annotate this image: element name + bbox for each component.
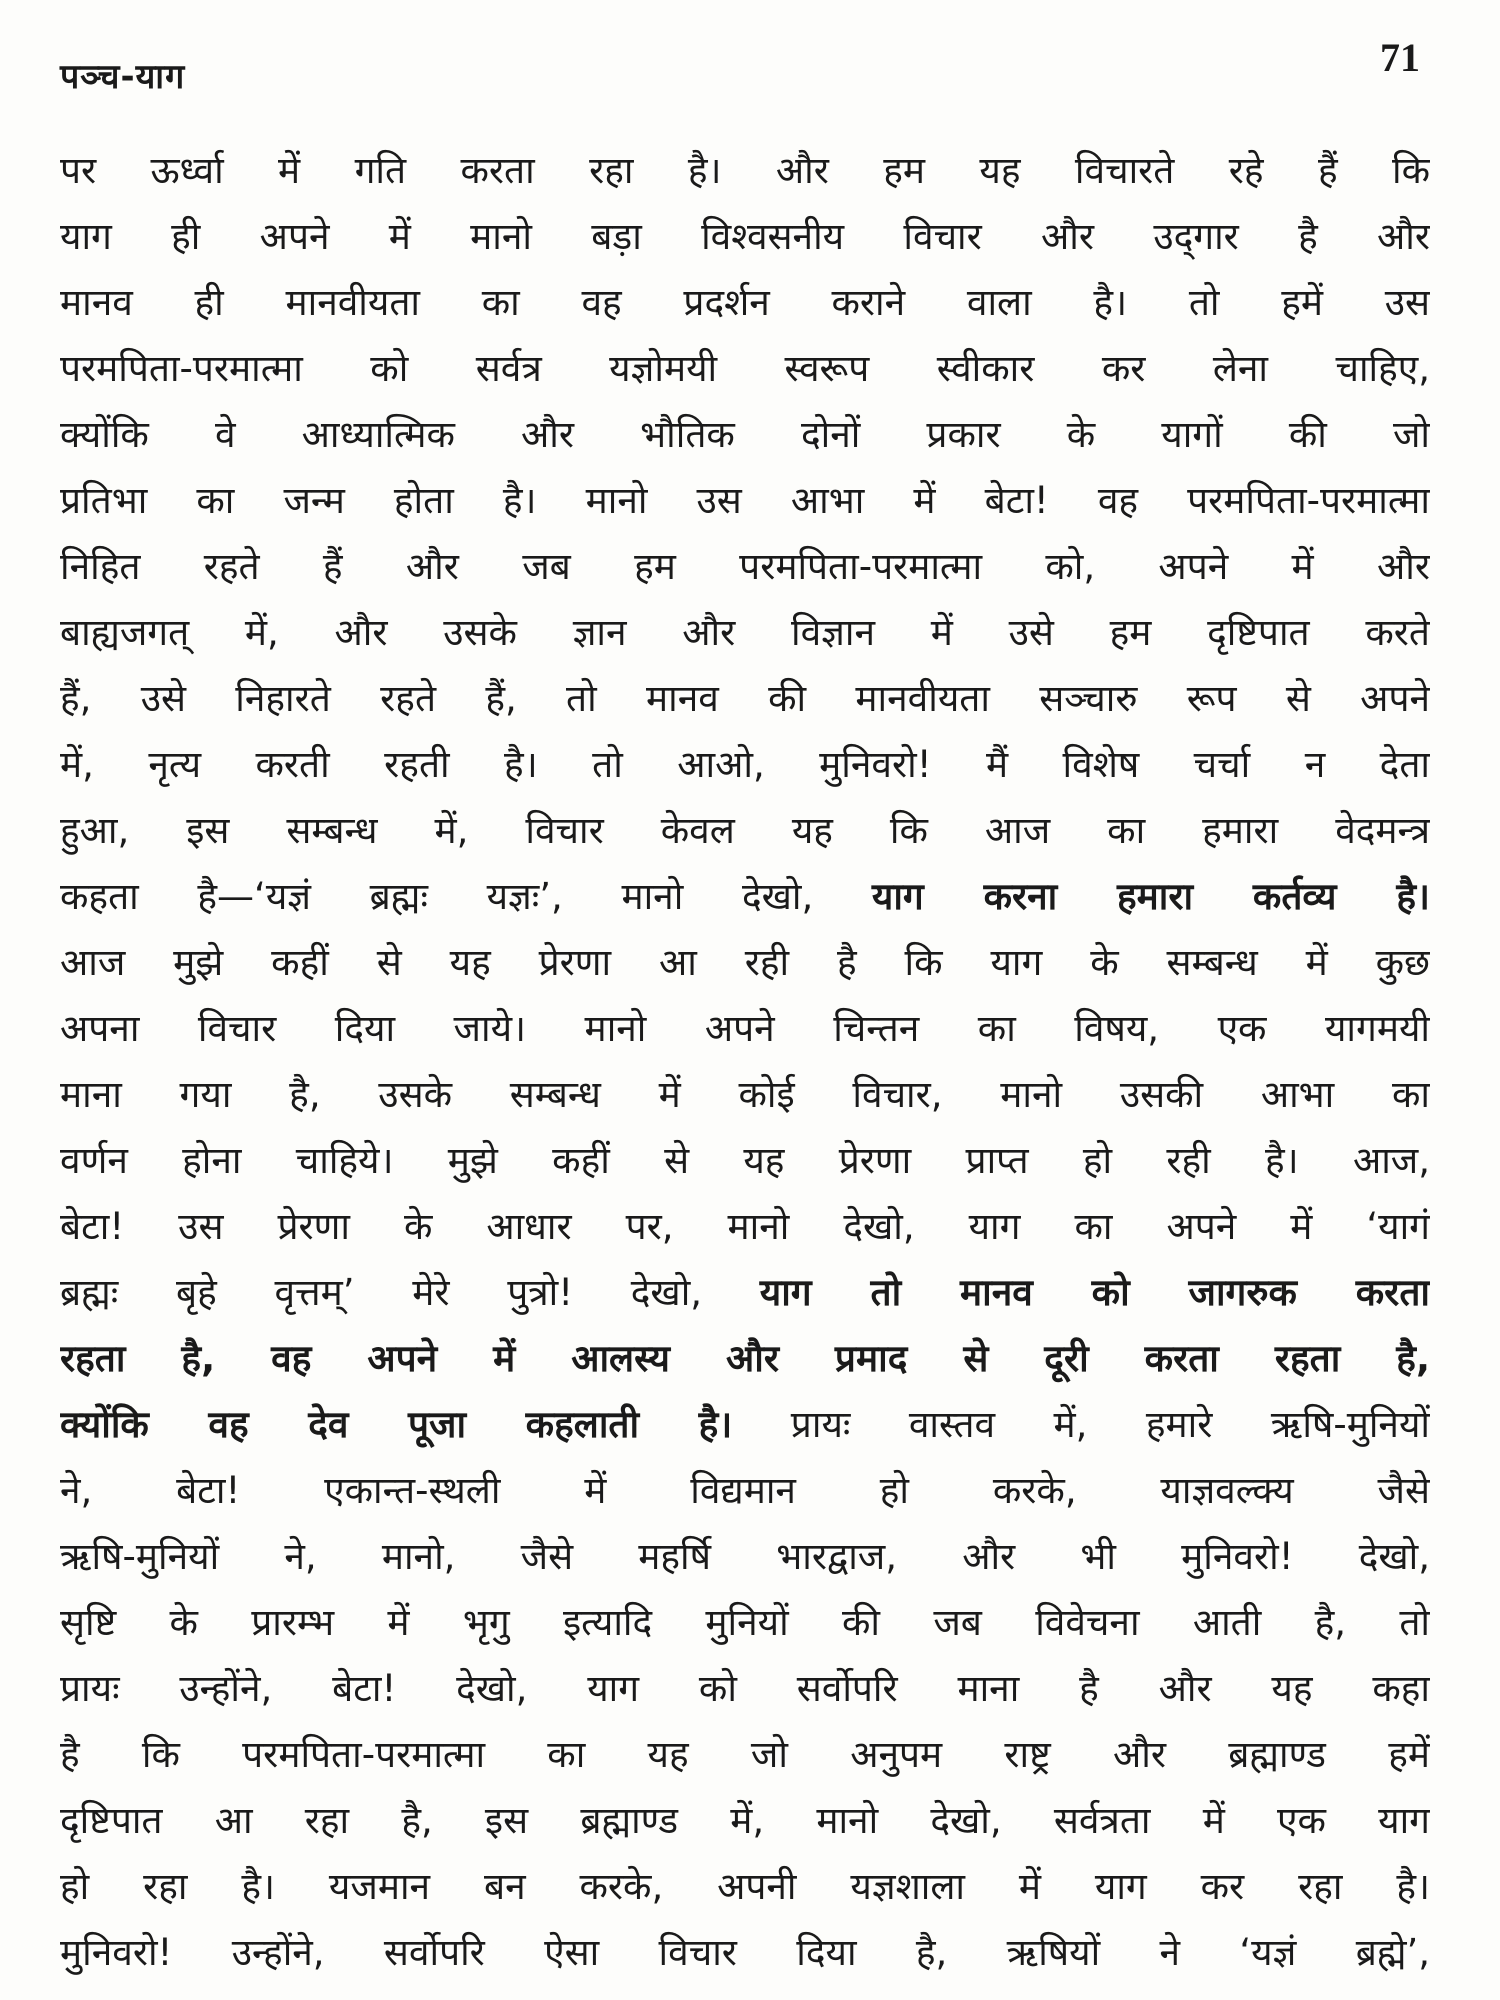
- text-run: बेटा! उस प्रेरणा के आधार पर, मानो देखो, याग का अपने में ‘यागं: [60, 1205, 1430, 1248]
- text-run: वर्णन होना चाहिये। मुझे कहीं से यह प्रेरणा प्राप्त हो रही है। आज,: [60, 1139, 1430, 1182]
- text-run: परमपिता-परमात्मा को सर्वत्र यज्ञोमयी स्वरूप स्वीकार कर लेना चाहिए,: [60, 347, 1430, 390]
- text-line: [60, 1392, 1430, 1458]
- text-line: [60, 732, 1430, 798]
- text-line: [60, 1458, 1430, 1524]
- text-run: माना गया है, उसके सम्बन्ध में कोई विचार, मानो उसकी आभा का: [60, 1073, 1430, 1116]
- text-run: ब्रह्मः बृहे वृत्तम्’ मेरे पुत्रो! देखो,: [60, 1271, 760, 1314]
- running-title: पञ्च-याग: [60, 57, 186, 97]
- text-line: [60, 1920, 1430, 1986]
- text-line: [60, 1128, 1430, 1194]
- text-line: [60, 1854, 1430, 1920]
- page-number: 71: [1380, 35, 1420, 80]
- text-line: [60, 204, 1430, 270]
- text-line: [60, 798, 1430, 864]
- text-run: क्योंकि वे आध्यात्मिक और भौतिक दोनों प्रकार के यागों की जो: [60, 413, 1430, 456]
- bold-text-run: याग करना हमारा कर्तव्य है।: [871, 875, 1430, 918]
- text-run: पर ऊर्ध्वा में गति करता रहा है। और हम यह विचारते रहे हैं कि: [60, 149, 1430, 192]
- text-line: [60, 270, 1430, 336]
- text-run: हो रहा है। यजमान बन करके, अपनी यज्ञशाला में याग कर रहा है।: [60, 1865, 1430, 1908]
- text-run: प्रायः वास्तव में, हमारे ऋषि-मुनियों: [732, 1403, 1430, 1446]
- text-line: [60, 336, 1430, 402]
- text-line: [60, 1722, 1430, 1788]
- text-run: हुआ, इस सम्बन्ध में, विचार केवल यह कि आज का हमारा वेदमन्त्र: [60, 809, 1430, 852]
- text-run: मुनिवरो! उन्होंने, सर्वोपरि ऐसा विचार दिया है, ऋषियों ने ‘यज्ञं ब्रह्मे’,: [60, 1931, 1430, 1974]
- text-run: ने, बेटा! एकान्त-स्थली में विद्यमान हो करके, याज्ञवल्क्य जैसे: [60, 1469, 1430, 1512]
- text-run: आज मुझे कहीं से यह प्रेरणा आ रही है कि याग के सम्बन्ध में कुछ: [60, 941, 1430, 984]
- text-run: है कि परमपिता-परमात्मा का यह जो अनुपम राष्ट्र और ब्रह्माण्ड हमें: [60, 1733, 1430, 1776]
- bold-text-run: याग तो मानव को जागरुक करता: [759, 1271, 1430, 1314]
- text-line: [60, 138, 1430, 204]
- text-run: बाह्यजगत् में, और उसके ज्ञान और विज्ञान में उसे हम दृष्टिपात करते: [60, 611, 1430, 654]
- text-line: [60, 666, 1430, 732]
- text-line: [60, 1656, 1430, 1722]
- text-line: [60, 1524, 1430, 1590]
- text-line: [60, 402, 1430, 468]
- text-run: कहता है—‘यज्ञं ब्रह्मः यज्ञः’, मानो देखो,: [60, 875, 872, 918]
- text-run: दृष्टिपात आ रहा है, इस ब्रह्माण्ड में, मानो देखो, सर्वत्रता में एक याग: [60, 1799, 1430, 1842]
- text-run: निहित रहते हैं और जब हम परमपिता-परमात्मा को, अपने में और: [60, 545, 1430, 588]
- text-line: [60, 996, 1430, 1062]
- text-line: [60, 600, 1430, 666]
- bold-text-run: क्योंकि वह देव पूजा कहलाती है।: [60, 1403, 733, 1446]
- text-run: में, नृत्य करती रहती है। तो आओ, मुनिवरो! मैं विशेष चर्चा न देता: [60, 743, 1430, 786]
- text-run: मानव ही मानवीयता का वह प्रदर्शन कराने वाला है। तो हमें उस: [60, 281, 1430, 324]
- text-line: [60, 1326, 1430, 1392]
- text-run: अपना विचार दिया जाये। मानो अपने चिन्तन का विषय, एक यागमयी: [60, 1007, 1430, 1050]
- text-run: ऋषि-मुनियों ने, मानो, जैसे महर्षि भारद्वाज, और भी मुनिवरो! देखो,: [60, 1535, 1430, 1578]
- text-line: [60, 930, 1430, 996]
- text-line: [60, 864, 1430, 930]
- text-run: याग ही अपने में मानो बड़ा विश्‍वसनीय विचार और उद्‍गार है और: [60, 215, 1430, 258]
- text-line: [60, 1788, 1430, 1854]
- text-run: प्रतिभा का जन्म होता है। मानो उस आभा में बेटा! वह परमपिता-परमात्मा: [60, 479, 1430, 522]
- text-run: सृष्टि के प्रारम्भ में भृगु इत्यादि मुनियों की जब विवेचना आती है, तो: [60, 1601, 1430, 1644]
- text-line: [60, 534, 1430, 600]
- text-run: हैं, उसे निहारते रहते हैं, तो मानव की मानवीयता सञ्चारु रूप से अपने: [60, 677, 1430, 720]
- bold-text-run: रहता है, वह अपने में आलस्य और प्रमाद से दूरी करता रहता है,: [60, 1337, 1430, 1380]
- text-run: प्रायः उन्होंने, बेटा! देखो, याग को सर्वोपरि माना है और यह कहा: [60, 1667, 1430, 1710]
- text-line: [60, 1062, 1430, 1128]
- body-text: [60, 138, 1430, 1986]
- text-line: [60, 468, 1430, 534]
- text-line: [60, 1260, 1430, 1326]
- text-line: [60, 1590, 1430, 1656]
- text-line: [60, 1194, 1430, 1260]
